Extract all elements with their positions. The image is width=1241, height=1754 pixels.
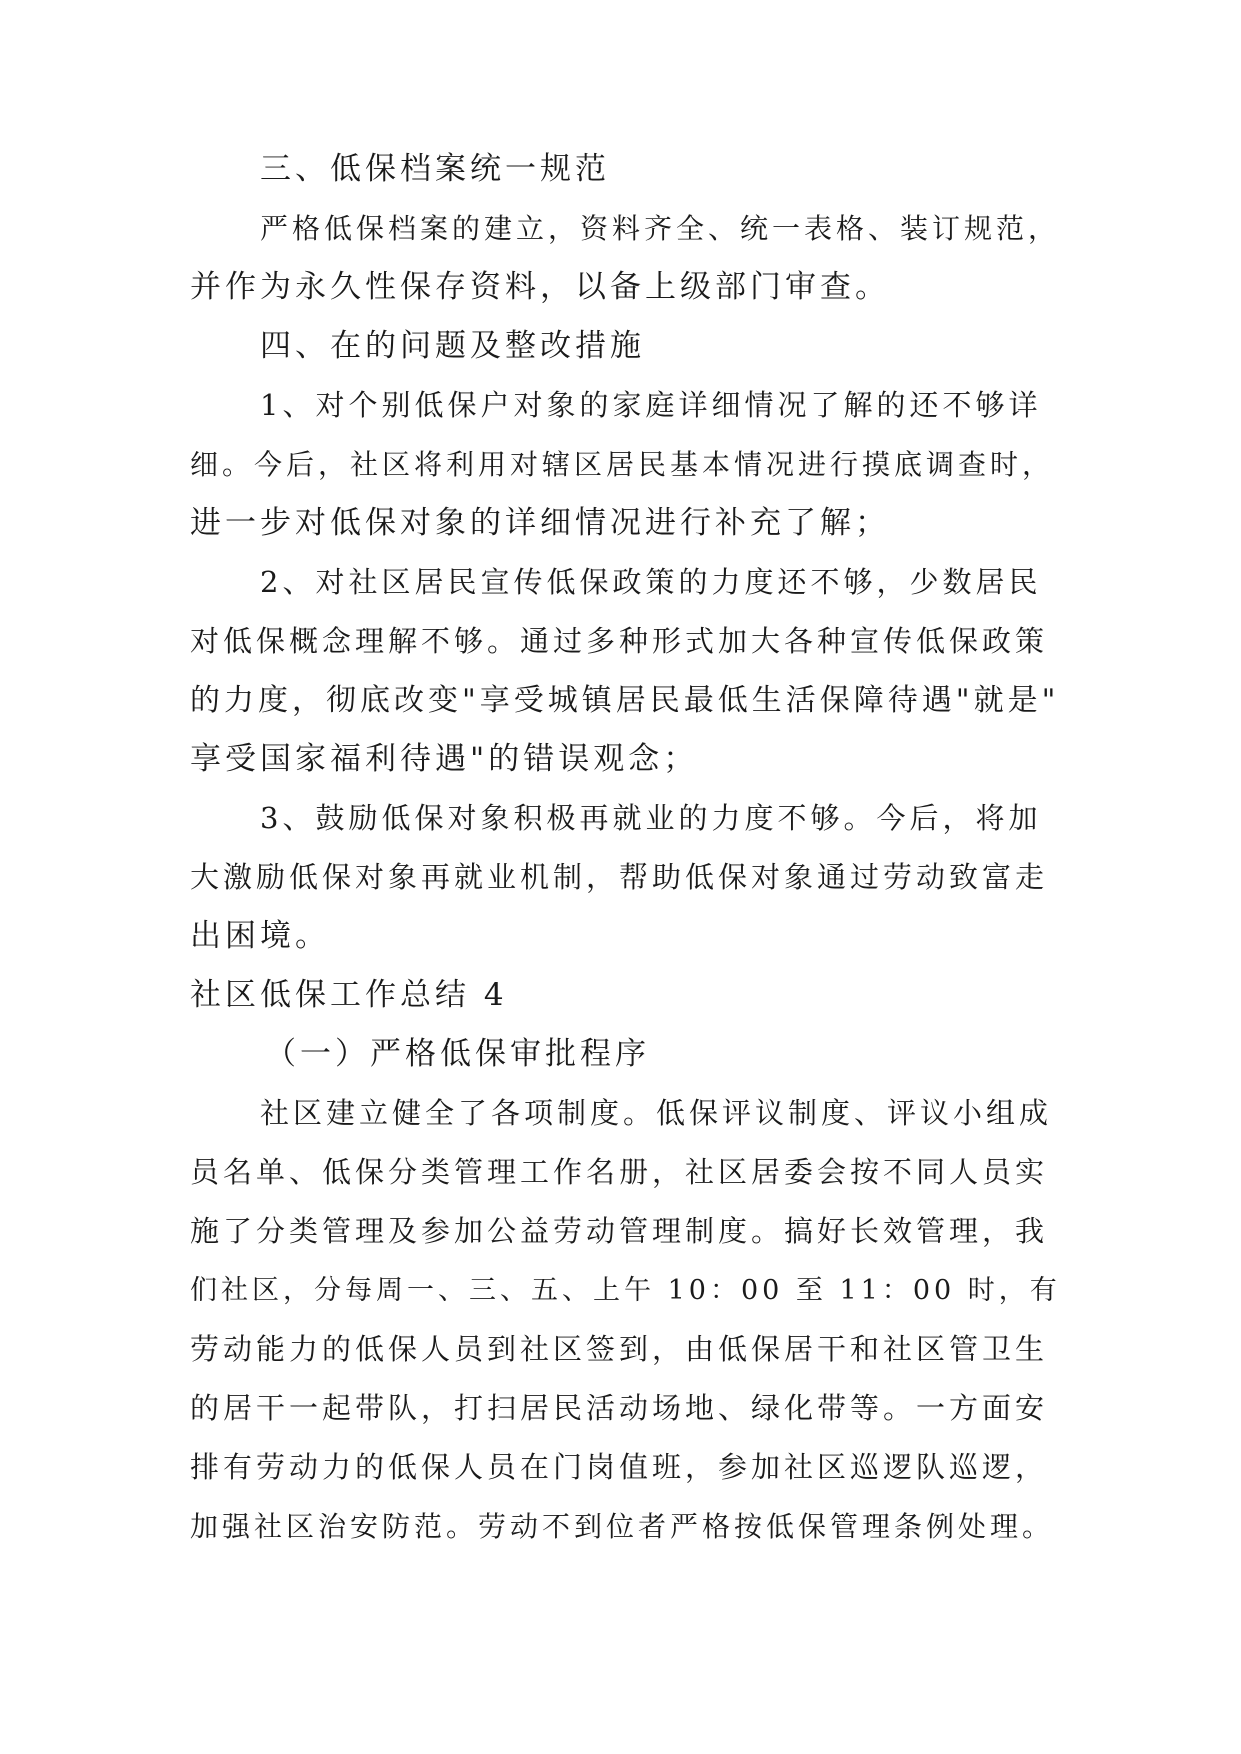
paragraph-line: 出困境。: [190, 918, 330, 954]
subsection-heading: （一）严格低保审批程序: [265, 1036, 650, 1072]
paragraph-line: 们社区，分每周一、三、五、上午 10：00 至 11：00 时，有: [190, 1275, 1061, 1306]
paragraph-line: 2、对社区居民宣传低保政策的力度还不够，少数居民: [260, 565, 1042, 599]
paragraph-line: 员名单、低保分类管理工作名册，社区居委会按不同人员实: [190, 1155, 1049, 1189]
paragraph-line: 细。今后，社区将利用对辖区居民基本情况进行摸底调查时，: [190, 448, 1055, 481]
paragraph-line: 的力度，彻底改变"享受城镇居民最低生活保障待遇"就是": [190, 683, 1060, 718]
paragraph-line: 并作为永久性保存资料，以备上级部门审查。: [190, 269, 890, 305]
paragraph-line: 对低保概念理解不够。通过多种形式加大各种宣传低保政策: [190, 624, 1049, 658]
paragraph-line: 加强社区治安防范。劳动不到位者严格按低保管理条例处理。: [190, 1510, 1055, 1543]
paragraph-line: 进一步对低保对象的详细情况进行补充了解；: [190, 505, 890, 541]
paragraph-line: 严格低保档案的建立，资料齐全、统一表格、装订规范，: [260, 212, 1061, 245]
paragraph-line: 排有劳动力的低保人员在门岗值班，参加社区巡逻队巡逻，: [190, 1450, 1049, 1484]
paragraph-line: 施了分类管理及参加公益劳动管理制度。搞好长效管理，我: [190, 1214, 1049, 1248]
paragraph-line: 享受国家福利待遇"的错误观念；: [190, 741, 699, 777]
paragraph-line: 社区建立健全了各项制度。低保评议制度、评议小组成: [260, 1096, 1053, 1130]
section-heading-4: 四、在的问题及整改措施: [260, 328, 645, 364]
paragraph-line: 1、对个别低保户对象的家庭详细情况了解的还不够详: [260, 388, 1042, 422]
paragraph-line: 3、鼓励低保对象积极再就业的力度不够。今后，将加: [260, 801, 1042, 835]
paragraph-line: 的居干一起带队，打扫居民活动场地、绿化带等。一方面安: [190, 1391, 1049, 1425]
paragraph-line: 大激励低保对象再就业机制，帮助低保对象通过劳动致富走: [190, 860, 1049, 894]
document-body: [190, 140, 1062, 1556]
document-title: 社区低保工作总结 4: [190, 977, 508, 1013]
paragraph-line: 劳动能力的低保人员到社区签到，由低保居干和社区管卫生: [190, 1332, 1049, 1366]
section-heading-3: 三、低保档案统一规范: [260, 151, 610, 187]
